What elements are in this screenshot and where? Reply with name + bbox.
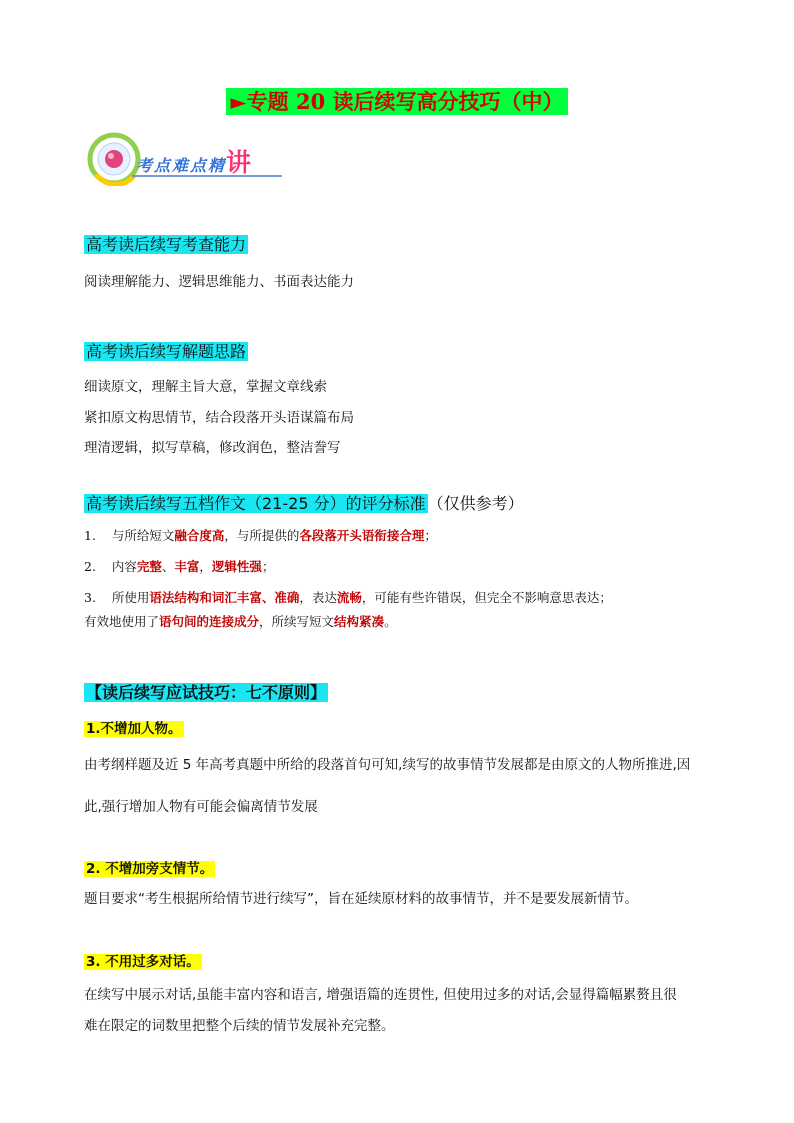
criteria-item-continued: 有效地使用了语句间的连接成分，所续写短文结构紧凑。 [84,614,397,629]
banner-big-text: 讲 [226,148,252,177]
criteria-item: 1. 与所给短文融合度高，与所提供的各段落开头语衔接合理； [84,528,437,543]
principle-label: 3. 不用过多对话。 [86,954,200,970]
section-heading-principles: 【读后续写应试技巧：七不原则】 [86,683,327,702]
section-heading-approach: 高考读后续写解题思路 [86,342,247,361]
approach-line: 理清逻辑，拟写草稿，修改润色，整洁誊写 [84,440,341,456]
banner-small-text: 考点难点精 [136,156,227,175]
title-text: 专题 20 读后续写高分技巧（中） [246,89,564,114]
principle-text: 此,强行增加人物有可能会偏离情节发展 [84,799,318,815]
principle-text: 题目要求“考生根据所给情节进行续写”，旨在延续原材料的故事情节，并不是要发展新情节。 [84,891,638,907]
criteria-item: 3. 所使用语法结构和词汇丰富、准确，表达流畅，可能有些许错误，但完全不影响意思表达； [84,590,612,605]
principle-text: 难在限定的词数里把整个后续的情节发展补充完整。 [84,1018,395,1034]
principle-text: 由考纲样题及近 5 年高考真题中所给的段落首句可知,续写的故事情节发展都是由原文的人物所推进,因 [84,757,691,773]
approach-line: 细读原文，理解主旨大意，掌握文章线索 [84,379,327,395]
document-title [0,88,794,116]
criteria-item: 2. 内容完整、丰富，逻辑性强； [84,559,275,574]
section-heading-ability: 高考读后续写考查能力 [86,235,247,254]
approach-line: 紧扣原文构思情节，结合段落开头语谋篇布局 [84,410,354,426]
ability-body: 阅读理解能力、逻辑思维能力、书面表达能力 [84,274,354,290]
principle-label: 2. 不增加旁支情节。 [86,861,214,877]
title-arrow-icon: ► [230,89,247,114]
banner-label [136,143,251,179]
principle-label: 1.不增加人物。 [86,721,182,737]
principle-text: 在续写中展示对话,虽能丰富内容和语言, 增强语篇的连贯性, 但使用过多的对话,会显得篇幅累赘且很 [84,987,677,1003]
title-highlight [226,88,567,115]
criteria-heading-suffix: （仅供参考） [427,494,524,513]
section-heading-criteria: 高考读后续写五档作文（21-25 分）的评分标准 （仅供参考） [86,494,524,513]
